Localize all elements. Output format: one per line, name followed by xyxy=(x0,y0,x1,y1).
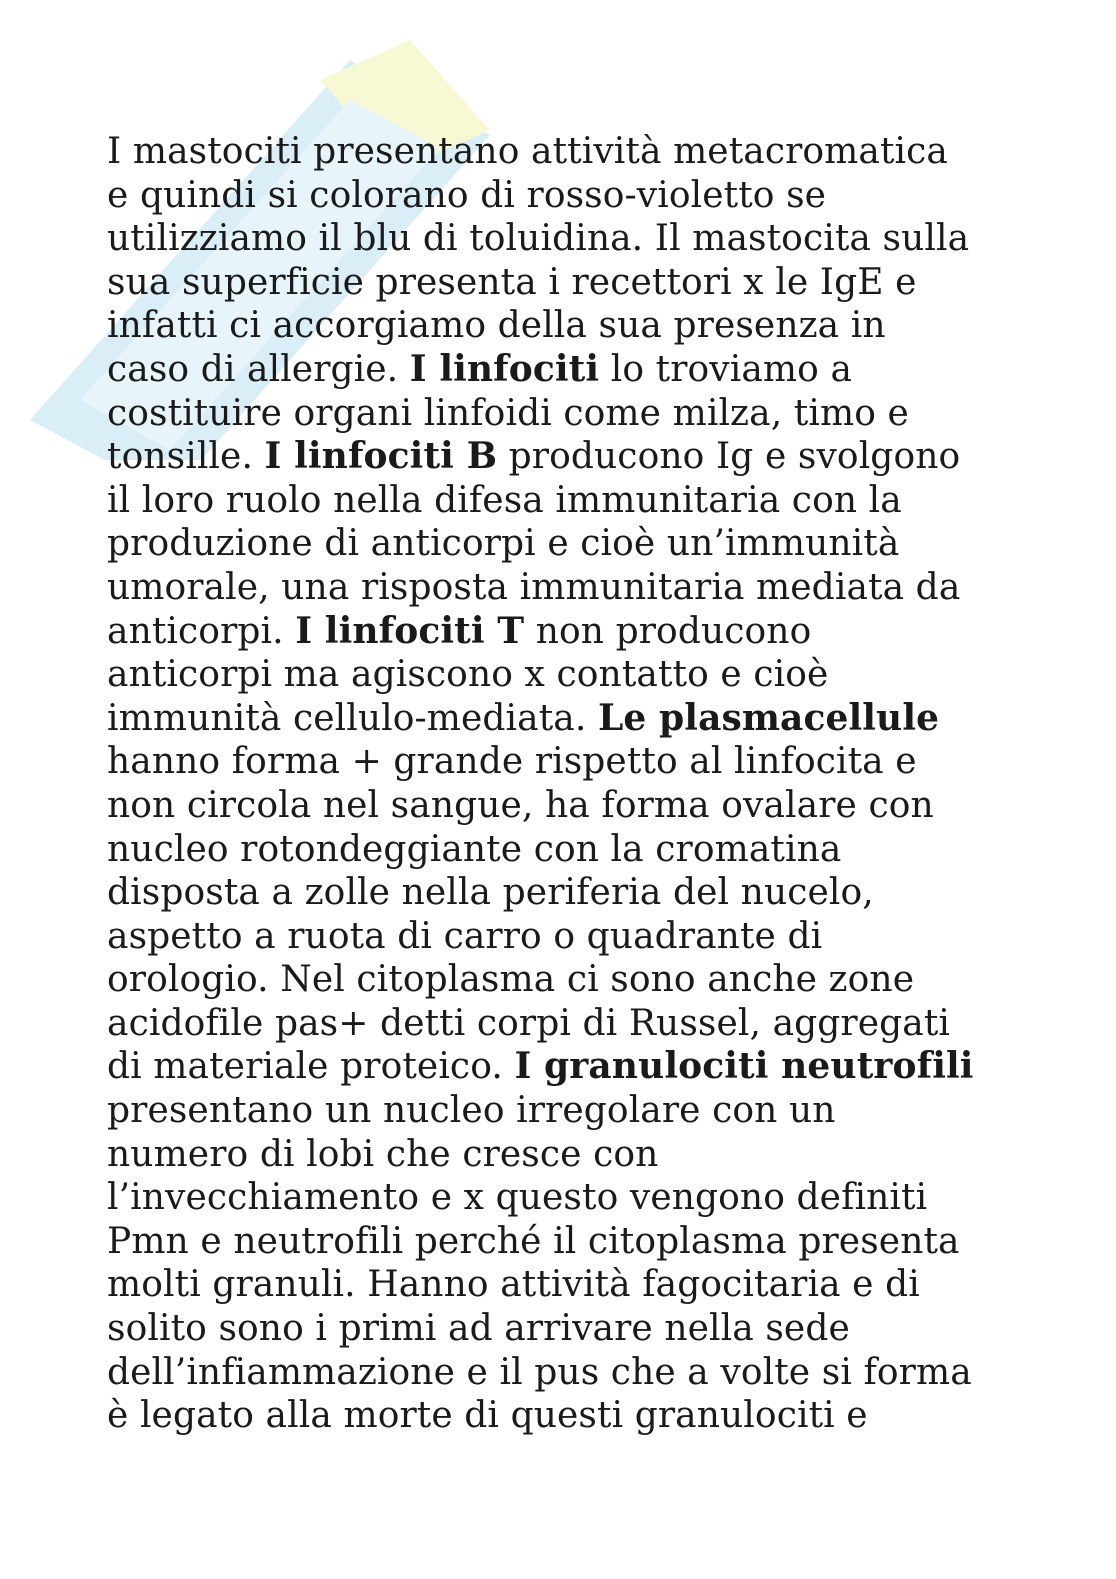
text-line xyxy=(107,1220,1007,1264)
text-line xyxy=(107,915,1007,959)
text-run: solito sono i primi ad arrivare nella sede xyxy=(107,1308,850,1350)
text-run: Pmn e neutrofili perché il citoplasma presenta xyxy=(107,1220,960,1262)
text-run: I mastociti presentano attività metacromatica xyxy=(107,131,948,172)
text-line xyxy=(107,1089,1007,1133)
text-run: l’invecchiamento e x questo vengono definiti xyxy=(107,1177,928,1219)
bold-term: I linfociti B xyxy=(264,435,498,478)
text-run: anticorpi ma agiscono x contatto e cioè xyxy=(107,654,829,696)
text-run: produzione di anticorpi e cioè un’immunità xyxy=(107,523,900,565)
text-run: orologio. Nel citoplasma ci sono anche zone xyxy=(107,959,915,1001)
bold-term: Le plasmacellule xyxy=(597,696,940,739)
text-line xyxy=(107,392,1007,436)
text-line xyxy=(107,435,1007,479)
text-line xyxy=(107,130,1007,174)
text-line xyxy=(107,304,1007,348)
text-run: è legato alla morte di questi granulociti e xyxy=(107,1395,868,1437)
text-run: molti granuli. Hanno attività fagocitaria e di xyxy=(107,1264,920,1306)
text-run: infatti ci accorgiamo della sua presenza in xyxy=(107,305,886,347)
text-run: costituire organi linfoidi come milza, timo e xyxy=(107,392,909,434)
bold-term: I linfociti xyxy=(409,347,600,390)
text-run: non circola nel sangue, ha forma ovalare con xyxy=(107,784,934,826)
text-run: dell’infiammazione e il pus che a volte si forma xyxy=(107,1351,972,1393)
text-run: non producono xyxy=(524,610,812,652)
bold-term: I granulociti neutrofili xyxy=(514,1045,974,1088)
text-line xyxy=(107,522,1007,566)
body-text xyxy=(107,130,1007,1438)
text-run: nucleo rotondeggiante con la cromatina xyxy=(107,828,842,870)
text-run: hanno forma + grande rispetto al linfocita e xyxy=(107,741,917,783)
text-line xyxy=(107,1045,1007,1089)
text-line xyxy=(107,1307,1007,1351)
text-run: umorale, una risposta immunitaria mediata da xyxy=(107,566,961,608)
text-line xyxy=(107,566,1007,610)
text-line xyxy=(107,871,1007,915)
text-line xyxy=(107,653,1007,697)
text-line xyxy=(107,261,1007,305)
text-line xyxy=(107,1351,1007,1395)
text-line xyxy=(107,479,1007,523)
text-line xyxy=(107,217,1007,261)
text-run: sua superficie presenta i recettori x le IgE e xyxy=(107,261,917,303)
text-run: anticorpi. xyxy=(107,610,296,652)
text-run: immunità cellulo-mediata. xyxy=(107,697,598,739)
text-run: numero di lobi che cresce con xyxy=(107,1133,659,1175)
text-run: lo troviamo a xyxy=(599,348,853,390)
text-run: disposta a zolle nella periferia del nucelo, xyxy=(107,872,874,914)
text-run: presentano un nucleo irregolare con un xyxy=(107,1090,836,1132)
text-run: producono Ig e svolgono xyxy=(497,436,961,478)
text-line xyxy=(107,740,1007,784)
text-run: di materiale proteico. xyxy=(107,1046,515,1088)
text-run: aspetto a ruota di carro o quadrante di xyxy=(107,915,823,957)
text-line xyxy=(107,1263,1007,1307)
text-line xyxy=(107,174,1007,218)
text-line xyxy=(107,958,1007,1002)
text-line xyxy=(107,697,1007,741)
text-line xyxy=(107,784,1007,828)
text-line xyxy=(107,1002,1007,1046)
text-run: il loro ruolo nella difesa immunitaria con la xyxy=(107,479,902,521)
text-run: tonsille. xyxy=(107,436,265,478)
text-line xyxy=(107,1133,1007,1177)
bold-term: I linfociti T xyxy=(295,609,525,652)
text-run: utilizziamo il blu di toluidina. Il mastocita sulla xyxy=(107,218,970,260)
text-line xyxy=(107,610,1007,654)
text-line xyxy=(107,1394,1007,1438)
text-line xyxy=(107,348,1007,392)
text-line xyxy=(107,828,1007,872)
text-run: acidofile pas+ detti corpi di Russel, aggregati xyxy=(107,1002,951,1044)
text-line xyxy=(107,1176,1007,1220)
text-run: caso di allergie. xyxy=(107,348,410,390)
text-run: e quindi si colorano di rosso-violetto se xyxy=(107,174,827,216)
